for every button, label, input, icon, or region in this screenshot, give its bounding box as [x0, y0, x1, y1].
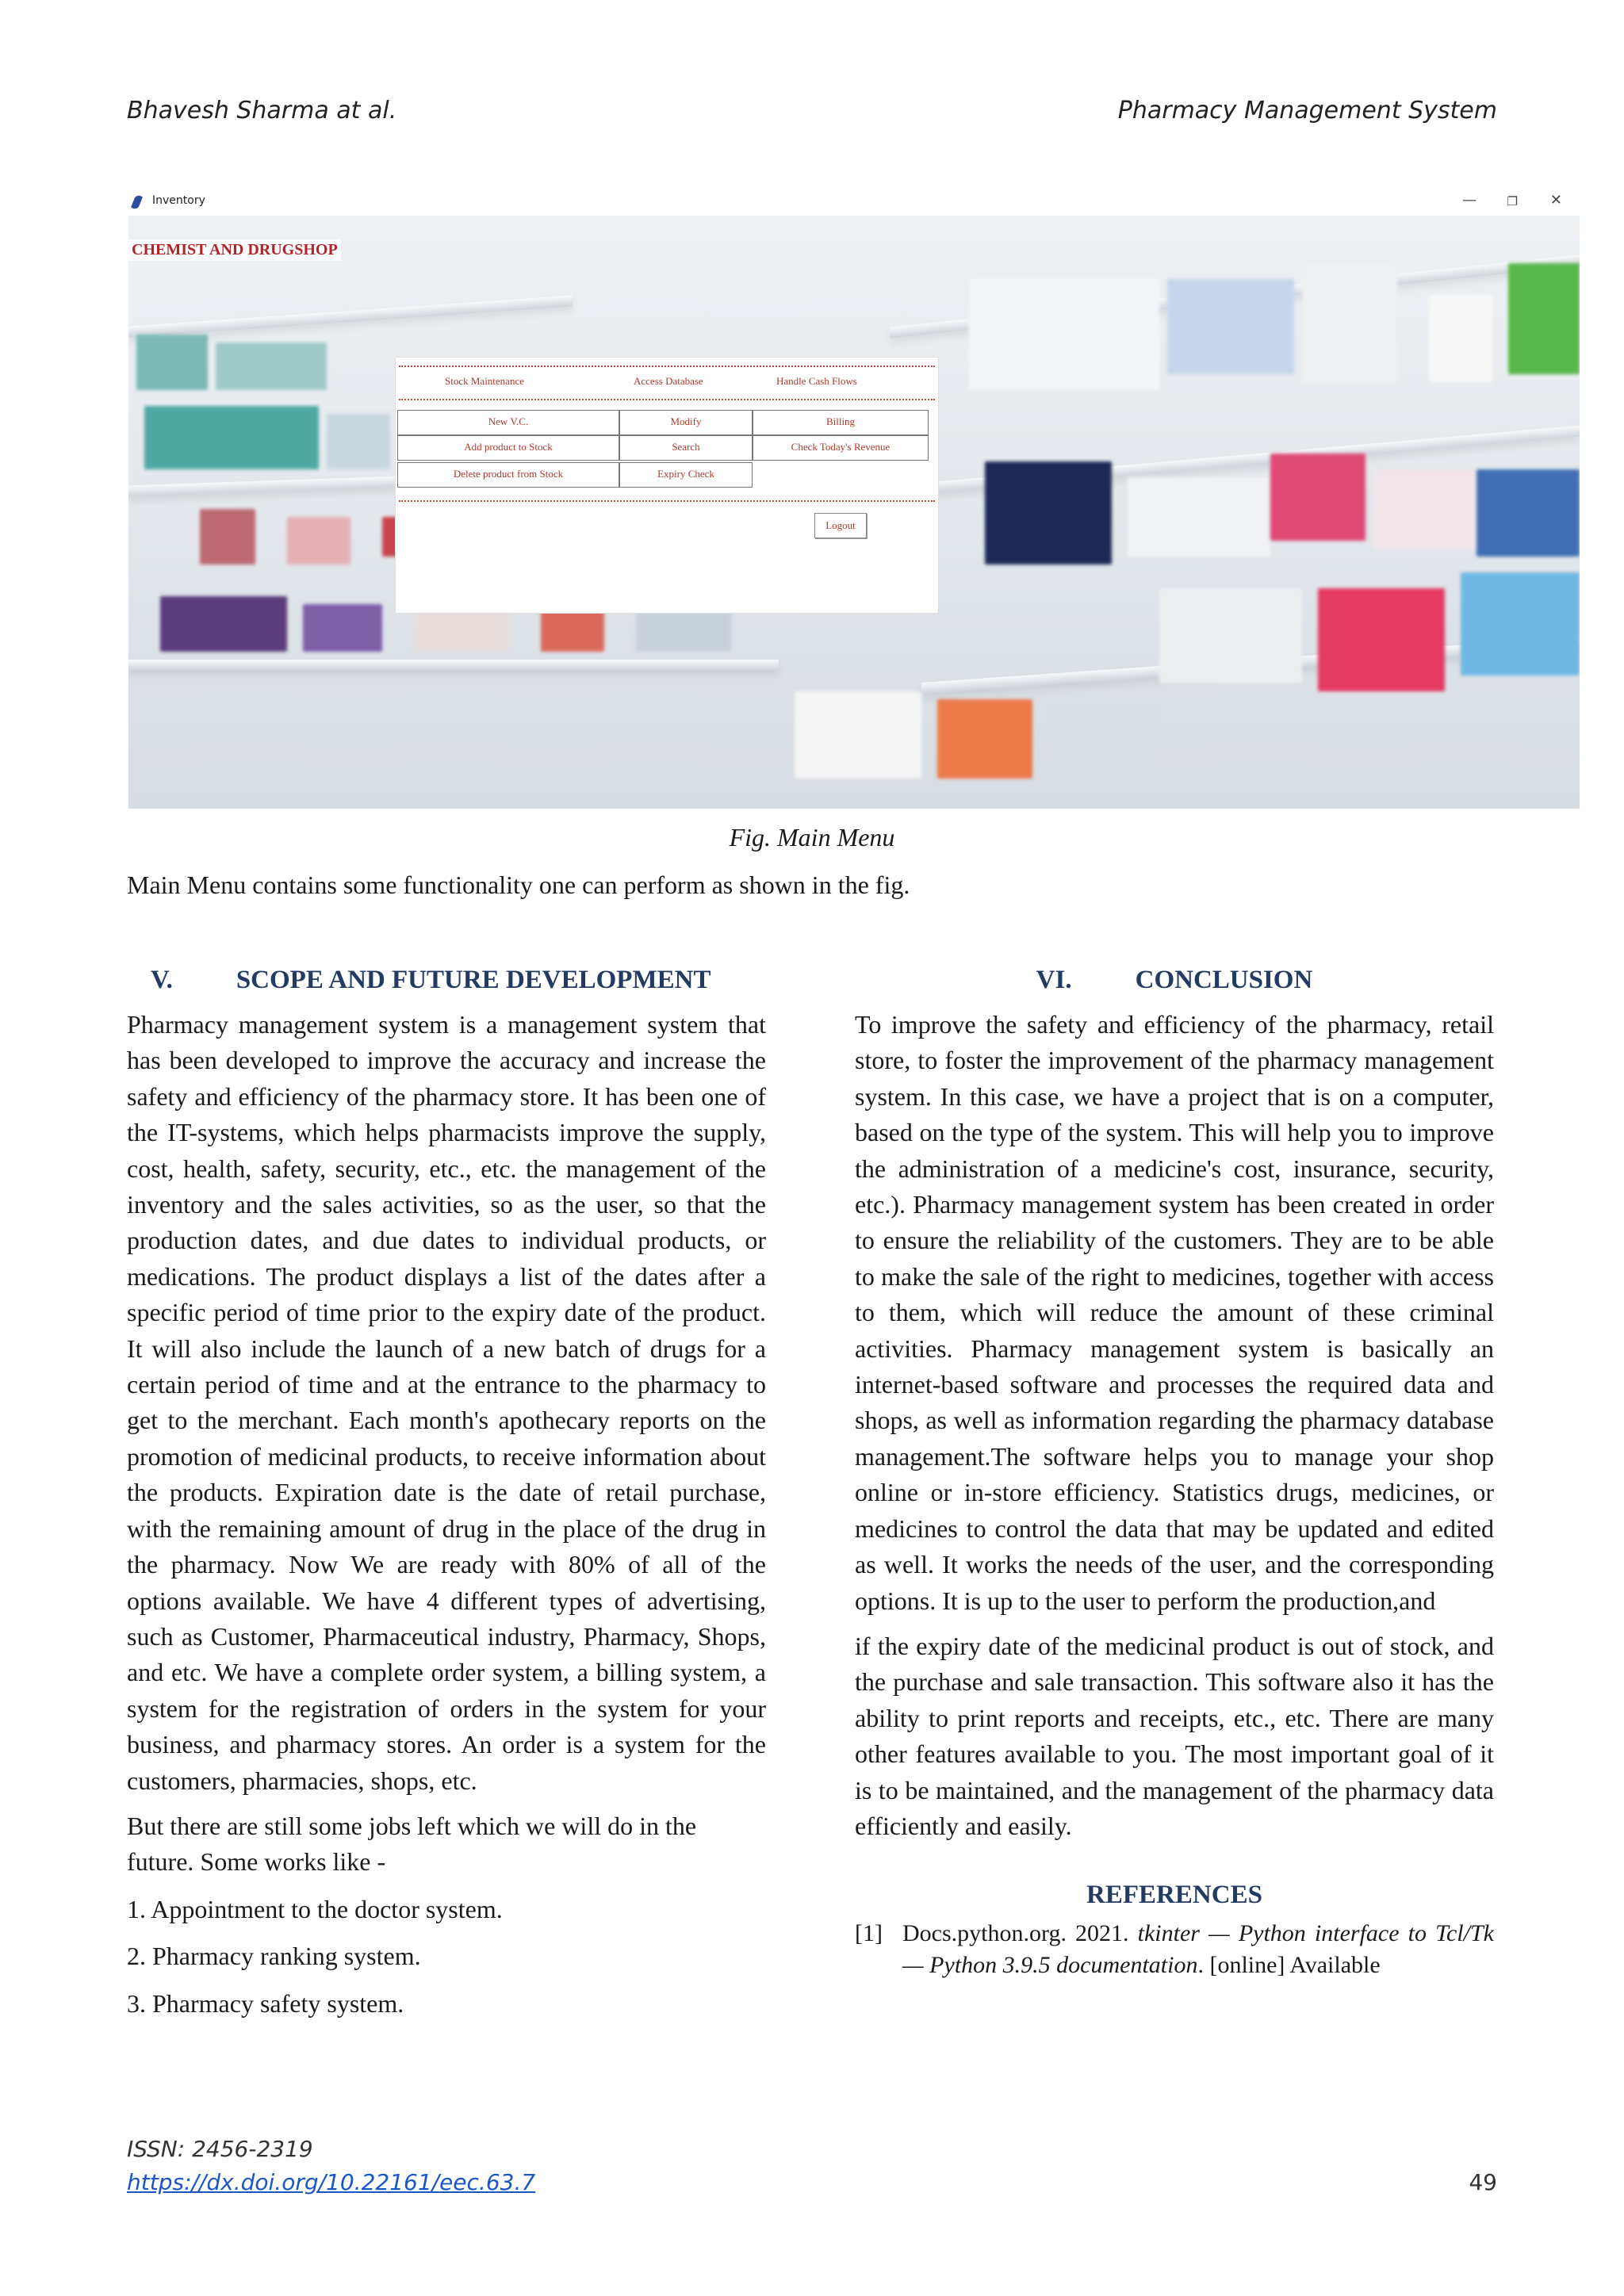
section5-paragraph-2: But there are still some jobs left which we will do in the future. Some works like -	[127, 1811, 697, 1877]
running-head-authors: Bhavesh Sharma at al.	[127, 97, 397, 124]
reference-text	[902, 1918, 1494, 1981]
references-heading: REFERENCES	[1086, 1881, 1262, 1910]
section5-paragraph-1: Pharmacy management system is a management system that has been developed to improve the accuracy and increase the safety and efficiency of the pharmacy store. It has been one of the IT-systems, which helps pharmacists improve the supply, cost, health, safety, security, etc., etc. the management of the inventory and the sales activities, so as the user, so that the production dates, and due dates to individual products, or medications. The product displays a list of the dates after a specific period of time prior to the expiry date of the product. It will also include the launch of a new batch of drugs for a certain period of time and at the entrance to the pharmacy to get to the merchant. Each month's apothecary reports on the promotion of medicinal products, to receive information about the products. Expiration date is the date of retail purchase, with the remaining amount of drug in the place of the drug in the pharmacy. Now We are ready with 80% of all of the options available. We have 4 different types of advertising, such as Customer, Pharmaceutical industry, Pharmacy, Shops, and etc. We have a complete order system, a billing system, a system for the registration of orders in the system for your business, and pharmacy stores. An order is a system for the customers, pharmacies, shops, etc.	[127, 1010, 766, 1795]
minimize-icon[interactable]: —	[1462, 192, 1477, 209]
check-revenue-button[interactable]: Check Today's Revenue	[753, 435, 929, 461]
expiry-check-button[interactable]: Expiry Check	[619, 462, 753, 488]
reference-number: [1]	[855, 1920, 883, 1947]
modify-button[interactable]: Modify	[619, 410, 753, 435]
figure-main-menu-screenshot	[128, 190, 1580, 809]
pharmacy-shelves-background	[128, 216, 1580, 809]
section5-number: V.	[151, 966, 173, 994]
window-title: Inventory	[152, 194, 205, 207]
section6-paragraph-1: To improve the safety and efficiency of the pharmacy, retail store, to foster the improvement of the pharmacy management system. In this case, we have a project that is on a computer, based on the type of the system. This will help you to improve the administration of a medicine's cost, insurance, security, etc.). Pharmacy management system has been created in order to ensure the reliability of the customers. They are to be able to make the sale of the right to medicines, together with access to them, which will reduce the amount of these criminal activities. Pharmacy management system is basically an internet-based software and processes the required data and shops, as well as information regarding the pharmacy database management.The software helps you to manage your shop online or in-store efficiency. Statistics drugs, medicines, or medicines to control the data that may be updated and edited as well. It works the needs of the user, and the corresponding options. It is up to the user to perform the production,and	[855, 1010, 1494, 1615]
footer-issn: ISSN: 2456-2319	[127, 2136, 313, 2162]
window-titlebar	[128, 190, 1580, 216]
footer-doi-link[interactable]: https://dx.doi.org/10.22161/eec.63.7	[127, 2169, 536, 2195]
section6-paragraph-2: if the expiry date of the medicinal product is out of stock, and the purchase and sale transaction. This software also it has the ability to print reports and receipts, etc., etc. There are many other features available to you. The most important goal of it is to be maintained, and the management of the pharmacy data efficiently and easily.	[855, 1631, 1494, 1840]
figure-description: Main Menu contains some functionality one can perform as shown in the fig.	[127, 871, 910, 899]
tk-feather-icon	[131, 194, 143, 210]
new-vc-button[interactable]: New V.C.	[397, 410, 619, 435]
section6-number: VI.	[1036, 966, 1072, 994]
main-menu-panel	[395, 357, 939, 614]
future-work-item: 3. Pharmacy safety system.	[127, 1988, 404, 2018]
running-head-title: Pharmacy Management System	[1117, 97, 1497, 124]
section5-heading	[127, 959, 766, 1007]
menu-header-handle-cash-flows: Handle Cash Flows	[776, 375, 857, 387]
figure-caption: Fig. Main Menu	[729, 823, 895, 851]
reference-item	[855, 1918, 1494, 1981]
right-column	[855, 959, 1494, 1981]
reference-source: Docs.python.org. 2021.	[902, 1920, 1138, 1947]
menu-header-access-database: Access Database	[634, 375, 703, 387]
search-button[interactable]: Search	[619, 435, 753, 461]
section5-title: SCOPE AND FUTURE DEVELOPMENT	[236, 966, 711, 994]
section6-heading	[855, 959, 1494, 1007]
add-product-button[interactable]: Add product to Stock	[397, 435, 619, 461]
reference-availability: . [online] Available	[1197, 1952, 1381, 1979]
app-brand-title: CHEMIST AND DRUGSHOP	[128, 239, 341, 261]
maximize-icon[interactable]: ❐	[1507, 194, 1518, 209]
page-number: 49	[1469, 2169, 1497, 2195]
close-icon[interactable]: ✕	[1549, 192, 1562, 209]
logout-button[interactable]: Logout	[814, 513, 867, 538]
delete-product-button[interactable]: Delete product from Stock	[397, 462, 619, 488]
menu-header-stock-maintenance: Stock Maintenance	[445, 375, 524, 387]
future-work-item: 2. Pharmacy ranking system.	[127, 1942, 421, 1971]
billing-button[interactable]: Billing	[753, 410, 929, 435]
section6-title: CONCLUSION	[1135, 966, 1313, 994]
left-column	[127, 959, 766, 2033]
future-work-item: 1. Appointment to the doctor system.	[127, 1894, 503, 1923]
reference-title: tkinter — Python interface to Tcl/Tk — Python 3.9.5 documentation	[902, 1920, 1494, 1979]
